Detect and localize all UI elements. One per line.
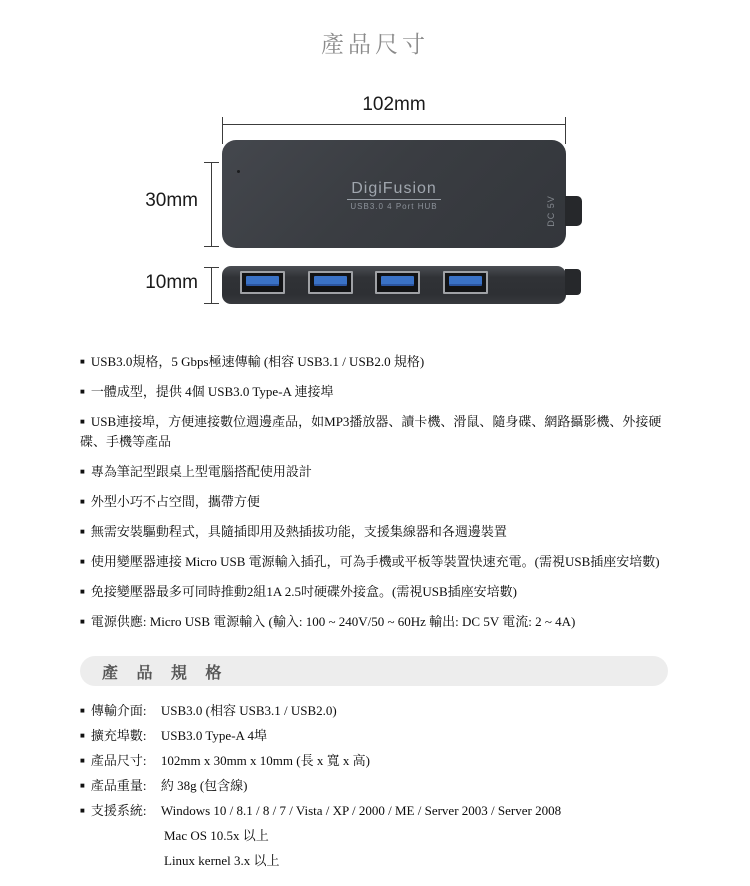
- bullet-square-icon: ■: [80, 706, 85, 715]
- bullet-square-icon: ■: [80, 806, 85, 815]
- spec-label: 支援系統:: [90, 803, 147, 818]
- bullet-square-icon: ■: [80, 731, 85, 740]
- usb-port-tongue: [449, 276, 482, 286]
- spec-value: USB3.0 Type-A 4埠: [160, 728, 267, 743]
- spec-table: [80, 698, 720, 873]
- spec-label: 擴充埠數:: [90, 728, 147, 743]
- thickness-dimension-line: [211, 267, 212, 304]
- usb-port: [308, 271, 353, 294]
- spec-row: [80, 798, 720, 823]
- spec-value: Windows 10 / 8.1 / 8 / 7 / Vista / XP / 2000 / ME / Server 2003 / Server 2008: [160, 803, 562, 818]
- spec-row: [80, 773, 720, 798]
- feature-text: 無需安裝驅動程式，具隨插即用及熱插拔功能，支援集線器和各週邊裝置: [90, 524, 507, 539]
- bullet-square-icon: ■: [80, 617, 85, 626]
- bullet-square-icon: ■: [80, 781, 85, 790]
- spec-value: 102mm x 30mm x 10mm (長 x 寬 x 高): [160, 753, 370, 768]
- feature-item: [80, 522, 672, 542]
- feature-text: 使用變壓器連接 Micro USB 電源輸入插孔，可為手機或平板等裝置快速充電。(需視USB插座安培數): [90, 554, 660, 569]
- feature-list: [80, 352, 672, 642]
- feature-text: USB3.0規格，5 Gbps極速傳輸 (相容 USB3.1 / USB2.0 規格): [90, 354, 425, 369]
- bullet-square-icon: ■: [80, 467, 85, 476]
- height-dimension-tick-bottom: [204, 246, 219, 247]
- feature-item: [80, 552, 672, 572]
- spec-section-title: 產 品 規 格: [102, 664, 229, 682]
- spec-label: 產品尺寸:: [90, 753, 147, 768]
- thickness-dimension-tick-bottom: [204, 303, 219, 304]
- usb-port: [375, 271, 420, 294]
- os-support-line: Mac OS 10.5x 以上: [164, 828, 269, 843]
- bullet-square-icon: ■: [80, 557, 85, 566]
- feature-item: [80, 582, 672, 602]
- spec-value: USB3.0 (相容 USB3.1 / USB2.0): [160, 703, 337, 718]
- feature-item: [80, 612, 672, 632]
- height-dimension-label: 30mm: [145, 190, 198, 211]
- spec-row: [80, 748, 720, 773]
- thickness-dimension-label: 10mm: [145, 272, 198, 293]
- os-support-line: Linux kernel 3.x 以上: [164, 853, 280, 868]
- feature-item: [80, 352, 672, 372]
- bullet-square-icon: ■: [80, 756, 85, 765]
- bullet-square-icon: ■: [80, 417, 85, 426]
- feature-item: [80, 492, 672, 512]
- bullet-square-icon: ■: [80, 587, 85, 596]
- feature-item: [80, 462, 672, 482]
- feature-text: 專為筆記型跟桌上型電腦搭配使用設計: [90, 464, 312, 479]
- hub-logo: [222, 180, 566, 211]
- spec-value-continuation: [80, 823, 720, 873]
- usb-port-tongue: [246, 276, 279, 286]
- led-indicator-dot: [237, 170, 240, 173]
- usb-port-tongue: [314, 276, 347, 286]
- usb-port-tongue: [381, 276, 414, 286]
- bullet-square-icon: ■: [80, 497, 85, 506]
- feature-text: 電源供應: Micro USB 電源輸入 (輸入: 100 ~ 240V/50 ~ 60Hz 輸出: DC 5V 電流: 2 ~ 4A): [90, 614, 576, 629]
- page-title: 產品尺寸: [321, 32, 429, 57]
- bullet-square-icon: ■: [80, 357, 85, 366]
- thickness-dimension-tick-top: [204, 267, 219, 268]
- width-dimension-tick-left: [222, 117, 223, 144]
- width-dimension-line: [222, 124, 566, 125]
- model-label: USB3.0 4 Port HUB: [350, 202, 438, 211]
- bullet-square-icon: ■: [80, 527, 85, 536]
- spec-label: 傳輸介面:: [90, 703, 147, 718]
- bullet-square-icon: ■: [80, 387, 85, 396]
- micro-usb-power-stub-side: [565, 269, 581, 295]
- feature-text: USB連接埠，方便連接數位週邊產品，如MP3播放器、讀卡機、滑鼠、隨身碟、網路攝影機、外接硬碟、手機等產品: [80, 414, 662, 449]
- spec-section-header: [80, 656, 668, 686]
- feature-text: 一體成型，提供 4個 USB3.0 Type-A 連接埠: [90, 384, 334, 399]
- spec-value: 約 38g (包含線): [160, 778, 248, 793]
- usb-port: [443, 271, 488, 294]
- spec-label: 產品重量:: [90, 778, 147, 793]
- brand-logo: DigiFusion: [347, 180, 441, 200]
- height-dimension-tick-top: [204, 162, 219, 163]
- height-dimension-line: [211, 162, 212, 247]
- spec-row: [80, 723, 720, 748]
- micro-usb-power-stub-top: [565, 196, 582, 226]
- width-dimension-label: 102mm: [362, 94, 426, 115]
- hub-side-view: [222, 266, 566, 304]
- spec-row: [80, 698, 720, 723]
- width-dimension-tick-right: [565, 117, 566, 144]
- dc-5v-marking: DC 5V: [545, 195, 556, 227]
- feature-text: 免接變壓器最多可同時推動2組1A 2.5吋硬碟外接盒。(需視USB插座安培數): [90, 584, 517, 599]
- feature-text: 外型小巧不占空間，攜帶方便: [90, 494, 260, 509]
- hub-top-view: [222, 140, 566, 248]
- feature-item: [80, 382, 672, 402]
- feature-item: [80, 412, 672, 452]
- usb-port: [240, 271, 285, 294]
